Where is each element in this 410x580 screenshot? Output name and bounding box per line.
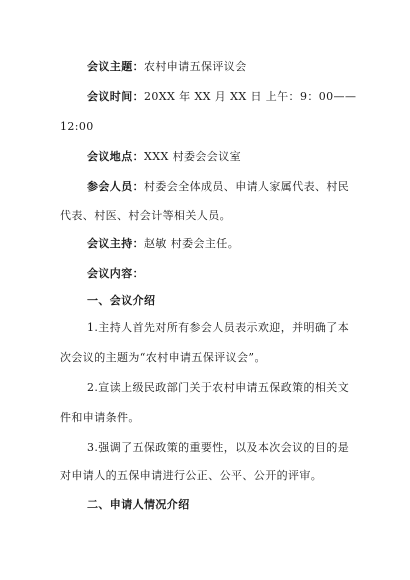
attendees-value-end: 代表、村医、村会计等相关人员。 xyxy=(60,209,231,222)
attendees-line xyxy=(87,180,349,194)
item2-line xyxy=(87,381,349,395)
host-label: 会议主持： xyxy=(87,237,144,250)
attendees-line-continued xyxy=(60,209,231,223)
section2-title: 二、申请人情况介绍 xyxy=(87,498,190,511)
time-line-continued xyxy=(60,120,94,134)
section2-heading xyxy=(87,498,190,512)
section1-heading xyxy=(87,294,155,308)
host-line xyxy=(87,237,239,251)
item1-text: 1.主持人首先对所有参会人员表示欢迎，并明确了本 xyxy=(87,321,350,334)
item1-line xyxy=(87,321,349,335)
attendees-value: 村委会全体成员、申请人家属代表、村民 xyxy=(144,180,350,193)
item1-line-continued xyxy=(60,351,266,365)
host-value: 赵敏 村委会主任。 xyxy=(144,237,240,250)
content-line xyxy=(87,267,144,281)
place-label: 会议地点： xyxy=(87,150,144,163)
item3-line-continued xyxy=(60,469,322,483)
item2-text: 2.宣读上级民政部门关于农村申请五保政策的相关文 xyxy=(87,381,350,394)
item2-line-continued xyxy=(60,411,140,425)
topic-line xyxy=(87,60,247,74)
content-label: 会议内容： xyxy=(87,267,144,280)
time-value-end: 12:00 xyxy=(60,120,94,133)
topic-label: 会议主题： xyxy=(87,60,144,73)
item3-text: 3.强调了五保政策的重要性，以及本次会议的目的是 xyxy=(87,441,350,454)
time-label: 会议时间： xyxy=(87,90,144,103)
item1-text-end: 次会议的主题为“农村申请五保评议会”。 xyxy=(60,351,266,364)
topic-value: 农村申请五保评议会 xyxy=(144,60,247,73)
attendees-label: 参会人员： xyxy=(87,180,144,193)
place-value: XXX 村委会会议室 xyxy=(144,150,241,163)
time-value: 20XX 年 XX 月 XX 日 上午：9：00—— xyxy=(144,90,357,103)
item3-line xyxy=(87,441,349,455)
item3-text-end: 对申请人的五保申请进行公正、公平、公开的评审。 xyxy=(60,469,323,482)
section1-title: 一、会议介绍 xyxy=(87,294,156,307)
item2-text-end: 件和申请条件。 xyxy=(60,411,140,424)
place-line xyxy=(87,150,241,164)
time-line xyxy=(87,90,356,104)
